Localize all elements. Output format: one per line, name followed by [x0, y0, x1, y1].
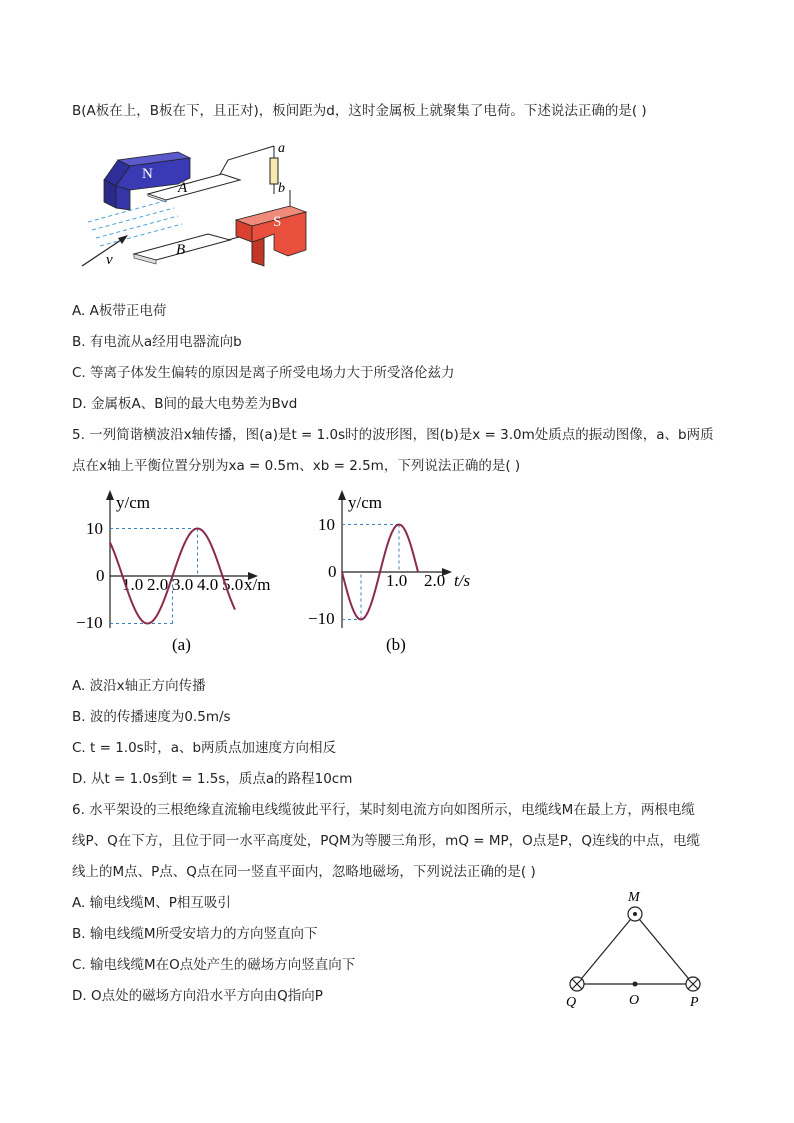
graph-b-ytick-0: 0	[328, 562, 337, 581]
graph-b-ytick-10: 10	[318, 515, 335, 534]
cable-p-cross-icon	[686, 977, 700, 991]
velocity-arrow	[82, 238, 124, 266]
label-m: M	[628, 890, 640, 905]
graph-b-xtick-2: 2.0	[424, 571, 446, 590]
graph-a-ytick-neg10: −10	[76, 613, 103, 632]
q4-option-b: B. 有电流从a经用电器流向b	[72, 334, 242, 350]
q5-stem-line1: 5. 一列简谐横波沿x轴传播，图(a)是t = 1.0s时的波形图，图(b)是x = 3.0m处质点的振动图像，a、b两质	[72, 427, 714, 443]
graph-a-caption: (a)	[172, 635, 191, 654]
magnet-n-label: N	[142, 166, 153, 182]
q6-option-c: C. 输电线缆M在O点处产生的磁场方向竖直向下	[72, 957, 356, 973]
plate-a-label: A	[178, 180, 188, 196]
load-device	[270, 158, 278, 184]
graph-b-xtick-1: 1.0	[386, 571, 408, 590]
graph-a-ytick-10: 10	[86, 519, 103, 538]
q4-option-a: A. A板带正电荷	[72, 303, 167, 319]
q6-option-b: B. 输电线缆M所受安培力的方向竖直向下	[72, 926, 318, 942]
graph-a-x-label: x/m	[244, 575, 271, 594]
graph-a-y-label: y/cm	[116, 493, 150, 512]
q4-stem: B(A板在上，B板在下，且正对)，板间距为d，这时金属板上就聚集了电荷。下述说法正确的是( )	[72, 103, 647, 119]
terminal-b-label: b	[278, 181, 285, 196]
graph-b-caption: (b)	[386, 635, 406, 654]
q5-option-c: C. t = 1.0s时，a、b两质点加速度方向相反	[72, 740, 337, 756]
q6-cable-figure	[560, 884, 710, 1012]
q6-stem-line3: 线上的M点、P点、Q点在同一竖直平面内，忽略地磁场，下列说法正确的是( )	[72, 864, 536, 880]
q6-stem-line1: 6. 水平架设的三根绝缘直流输电线缆彼此平行，某时刻电流方向如图所示，电缆线M在最上方，两根电缆	[72, 802, 695, 818]
q5-option-b: B. 波的传播速度为0.5m/s	[72, 709, 231, 725]
graph-a-xtick-5: 5.0	[222, 575, 244, 594]
q4-option-d: D. 金属板A、B间的最大电势差为Bvd	[72, 396, 298, 412]
graph-a-ytick-0: 0	[96, 566, 105, 585]
wave-graph-a	[72, 488, 292, 658]
graph-a-xtick-4: 4.0	[197, 575, 219, 594]
q6-option-a: A. 输电线缆M、P相互吸引	[72, 895, 231, 911]
graph-b-ytick-neg10: −10	[308, 609, 335, 628]
q5-option-d: D. 从t = 1.0s到t = 1.5s，质点a的路程10cm	[72, 771, 353, 787]
magnet-s	[236, 206, 306, 266]
magnet-s-label: S	[273, 214, 282, 230]
vibration-graph-b	[306, 488, 496, 658]
point-o	[633, 982, 638, 987]
q4-option-c: C. 等离子体发生偏转的原因是离子所受电场力大于所受洛伦兹力	[72, 365, 455, 381]
plasma-stream	[88, 200, 182, 246]
graph-a-xtick-3: 3.0	[172, 575, 194, 594]
q6-stem-line2: 线P、Q在下方，且位于同一水平高度处，PQM为等腰三角形，mQ = MP，O点是P，Q连线的中点，电缆	[72, 833, 701, 849]
terminal-a-label: a	[278, 141, 285, 156]
q6-option-d: D. O点处的磁场方向沿水平方向由Q指向P	[72, 988, 323, 1004]
label-p: P	[690, 995, 699, 1010]
label-q: Q	[566, 995, 577, 1010]
graph-a-xtick-1: 1.0	[122, 575, 144, 594]
cable-m-dot-icon	[628, 907, 642, 921]
label-o: O	[629, 993, 640, 1008]
q5-stem-line2: 点在x轴上平衡位置分别为xa = 0.5m、xb = 2.5m，下列说法正确的是( )	[72, 458, 521, 474]
graph-b-y-label: y/cm	[348, 493, 382, 512]
cable-q-cross-icon	[570, 977, 584, 991]
q4-figure	[78, 138, 308, 273]
graph-a-xtick-2: 2.0	[147, 575, 169, 594]
q5-option-a: A. 波沿x轴正方向传播	[72, 678, 206, 694]
plate-b-label: B	[176, 242, 186, 258]
velocity-label: v	[106, 252, 113, 268]
graph-b-x-label: t/s	[454, 571, 471, 590]
